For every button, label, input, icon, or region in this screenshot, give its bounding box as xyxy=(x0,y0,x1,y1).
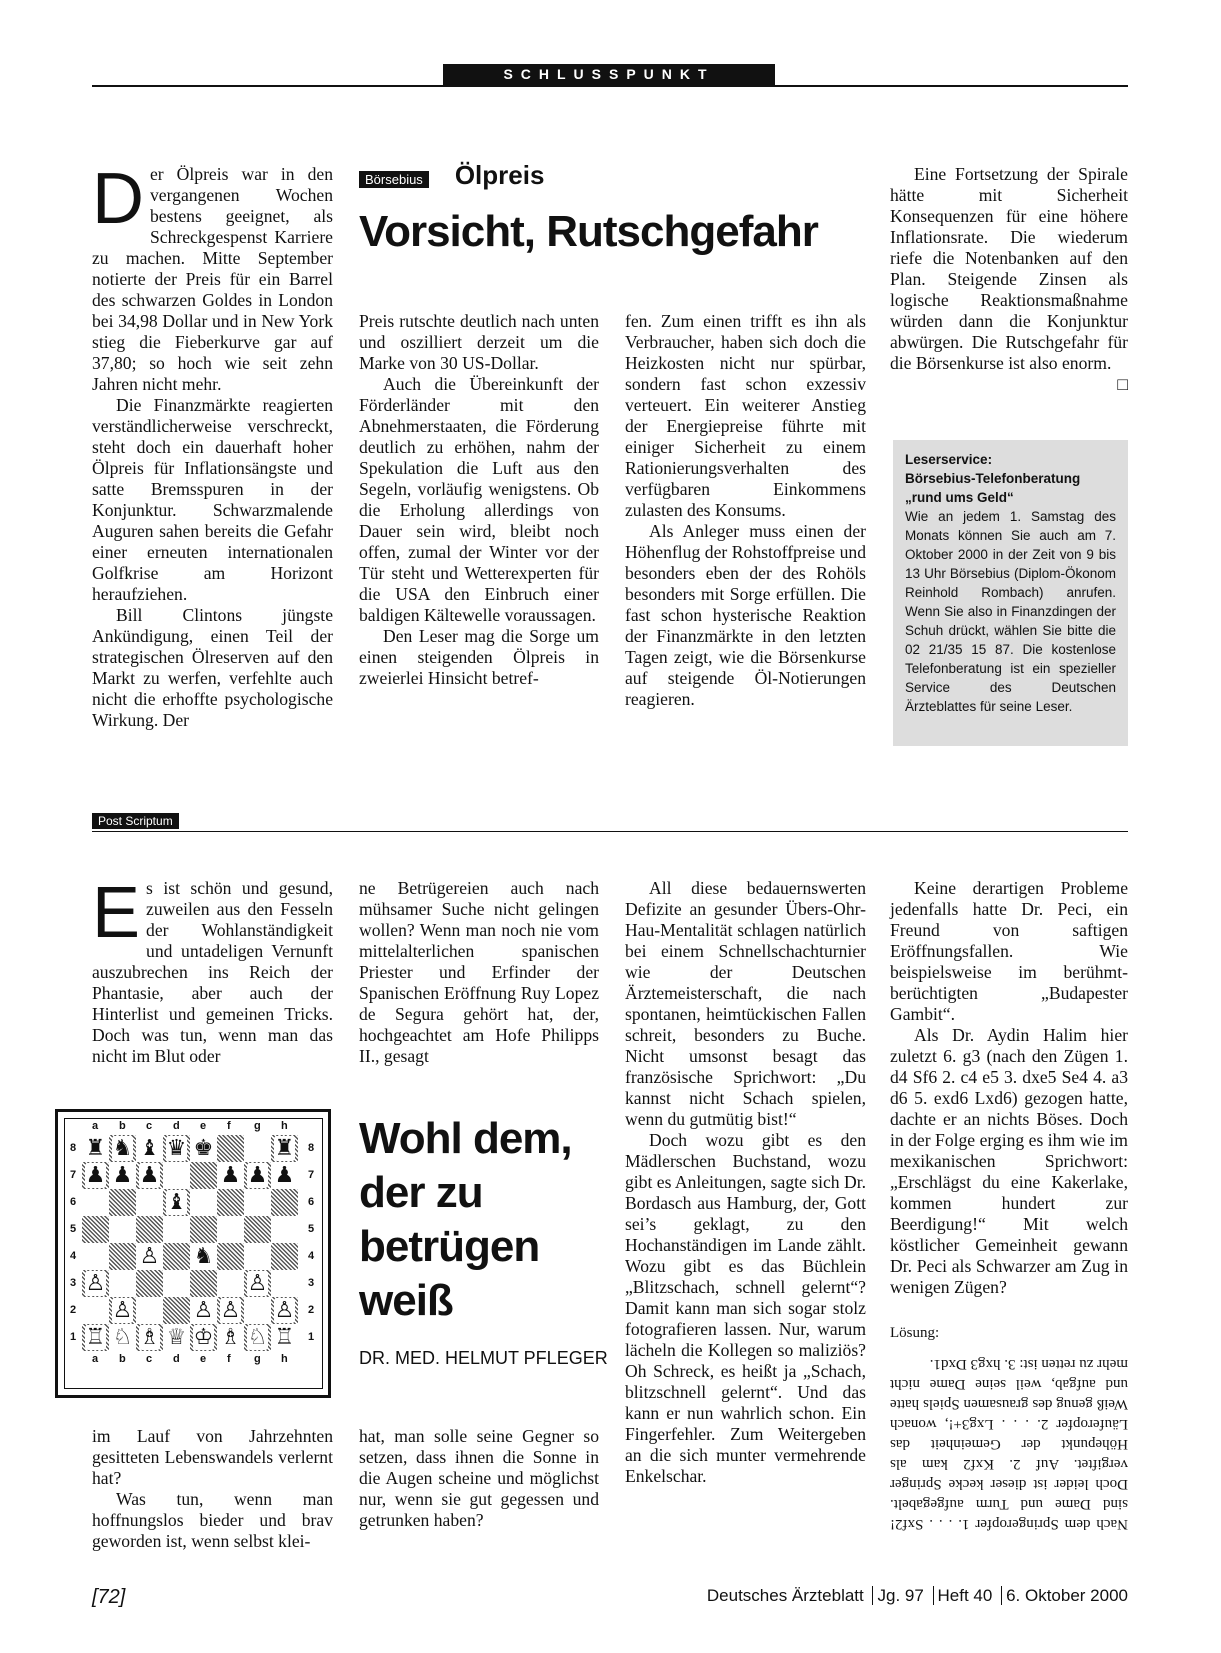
paragraph: Bill Clintons jüngste Ankündigung, einen Teil der strategischen Ölreserven auf den Markt zu werfen, verfehlte auch nicht die erhoffte psychologische Wirkung. Der xyxy=(92,605,333,730)
chess-piece-f1: ♗ xyxy=(220,1325,241,1350)
section-tag: Börsebius xyxy=(359,171,429,188)
square-f4 xyxy=(217,1243,244,1270)
file-label: a xyxy=(92,1353,99,1365)
solution-label: Lösung: xyxy=(890,1325,940,1341)
square-e4 xyxy=(190,1243,217,1270)
square-h2 xyxy=(271,1297,298,1324)
square-c5 xyxy=(136,1216,163,1243)
square-g6 xyxy=(244,1189,271,1216)
file-label: e xyxy=(200,1120,207,1132)
file-label: f xyxy=(227,1353,231,1365)
date: 6. Oktober 2000 xyxy=(1006,1586,1128,1605)
paragraph: im Lauf von Jahrzehnten gesitteten Lebenswandels verlernt hat? xyxy=(92,1426,333,1488)
square-e3 xyxy=(190,1270,217,1297)
paragraph: Als Dr. Aydin Halim hier zuletzt 6. g3 (nach den Zügen 1. d4 Sf6 2. c4 e5 3. dxe5 Se4 4. a3 d6 5. exd6 Lxd6) gezogen hatte, dachte er an nichts Böses. Doch in der Folge erging es ihm wie im mexikanischen Sprichwort: „Erschlägst du eine Kakerlake, kommen hundert zur Beerdigung!“ Mit welch köstlicher Gemeinheit gewann Dr. Peci als Schwarzer am Zug in wenigen Zügen? xyxy=(890,1025,1128,1297)
square-f1 xyxy=(217,1324,244,1351)
kicker: Ölpreis xyxy=(454,160,545,190)
paragraph: Keine derartigen Probleme jedenfalls hatte Dr. Peci, ein Freund von saftigen Eröffnungsfallen. Wie beispielsweise im berühmt-berüchtigten „Budapester Gambit“. xyxy=(890,878,1128,1024)
square-c1 xyxy=(136,1324,163,1351)
square-a8 xyxy=(82,1135,109,1162)
square-a4 xyxy=(82,1243,109,1270)
square-d6 xyxy=(163,1189,190,1216)
section-tag: Post Scriptum xyxy=(92,813,179,829)
rank-label: 4 xyxy=(308,1250,315,1262)
rank-label: 3 xyxy=(308,1277,315,1289)
chess-piece-d1: ♕ xyxy=(166,1325,187,1350)
chess-piece-g7: ♟ xyxy=(247,1163,268,1188)
file-label: h xyxy=(281,1353,288,1365)
footer-separator xyxy=(872,1586,873,1605)
square-a5 xyxy=(82,1216,109,1243)
square-g7 xyxy=(244,1162,271,1189)
paragraph: Eine Fortsetzung der Spirale hätte mit Sicherheit Konsequenzen für eine höhere Inflationsrate. Die wiederum riefe die Notenbanken auf den Plan. Steigende Zinsen als logische Reaktionsmaßnahme würden dann die Konjunktur abwürgen. Die Rutschgefahr für die Börsenkurse ist also enorm. □ xyxy=(890,164,1128,394)
square-a2 xyxy=(82,1297,109,1324)
chess-piece-a1: ♖ xyxy=(85,1325,106,1350)
chess-piece-h2: ♙ xyxy=(274,1298,295,1323)
article1-column-3 xyxy=(625,311,866,710)
chess-piece-h1: ♖ xyxy=(274,1325,295,1350)
rank-label: 5 xyxy=(70,1223,77,1235)
rank-label: 2 xyxy=(308,1304,315,1316)
chess-piece-d6: ♝ xyxy=(166,1190,187,1215)
section-header: SCHLUSSPUNKT xyxy=(443,64,775,85)
square-h6 xyxy=(271,1189,298,1216)
paragraph: ne Betrügereien auch nach mühsamer Suche nicht gelingen wollen? Wenn man noch nie vom mittelalterlichen spanischen Priester und Erfinder der Spanischen Eröffnung Ruy Lopez de Segura gehört hat, der, hochgeachtet am Hofe Philipps II., gesagt xyxy=(359,878,599,1066)
paragraph: er Ölpreis war in den vergangenen Wochen bestens geeignet, als Schreckgespenst Karriere zu machen. Mitte September notierte der Preis für ein Barrel des schwarzen Goldes in London bei 34,98 Dollar und in New York stieg die Fieberkurve gar auf 37,80; so hoch wie seit zehn Jahren nicht mehr. xyxy=(92,164,333,394)
square-b7 xyxy=(109,1162,136,1189)
square-e5 xyxy=(190,1216,217,1243)
file-label: g xyxy=(254,1353,261,1365)
file-label: b xyxy=(119,1353,126,1365)
leserservice-box xyxy=(893,440,1128,746)
square-g4 xyxy=(244,1243,271,1270)
square-g5 xyxy=(244,1216,271,1243)
postscriptum-rule xyxy=(92,831,1128,832)
file-label: e xyxy=(200,1353,207,1365)
file-label: d xyxy=(173,1120,180,1132)
square-h7 xyxy=(271,1162,298,1189)
chess-piece-g1: ♘ xyxy=(247,1325,268,1350)
file-label: f xyxy=(227,1120,231,1132)
article2-column-2-top xyxy=(359,878,599,1067)
headline-line: Wohl dem, xyxy=(359,1114,572,1163)
square-h3 xyxy=(271,1270,298,1297)
footer-separator xyxy=(1001,1586,1002,1605)
square-g3 xyxy=(244,1270,271,1297)
headline-line: weiß xyxy=(359,1276,453,1325)
square-d1 xyxy=(163,1324,190,1351)
page-number: [72] xyxy=(92,1586,126,1608)
square-d2 xyxy=(163,1297,190,1324)
square-d4 xyxy=(163,1243,190,1270)
chess-piece-e8: ♚ xyxy=(193,1136,214,1161)
issue: Heft 40 xyxy=(937,1586,993,1605)
square-c2 xyxy=(136,1297,163,1324)
chess-piece-a3: ♙ xyxy=(85,1271,106,1296)
square-c3 xyxy=(136,1270,163,1297)
paragraph: Als Anleger muss einen der Höhenflug der Rohstoffpreise und besonders eben der des Rohöls besonders mit Sorge erfüllen. Die fast schon hysterische Reaktion der Finanzmärkte in den letzten Tagen zeigt, wie die Börsenkurse auf steigende Öl-Notierungen reagieren. xyxy=(625,521,866,709)
chess-piece-e2: ♙ xyxy=(193,1298,214,1323)
square-f8 xyxy=(217,1135,244,1162)
chess-piece-g3: ♙ xyxy=(247,1271,268,1296)
chess-piece-h8: ♜ xyxy=(274,1136,295,1161)
paragraph: Preis rutschte deutlich nach unten und oszilliert derzeit um die Marke von 30 US-Dollar. xyxy=(359,311,599,373)
headline-line: der zu xyxy=(359,1168,483,1217)
paragraph: fen. Zum einen trifft es ihn als Verbraucher, haben sich doch die Heizkosten nicht nur spürbar, sondern fast schon exzessiv verteuert. Ein weiterer Anstieg der Energiepreise führte mit einiger Sicherheit zu einem Rationierungsverhalten des verfügbaren Einkommens zulasten des Konsums. xyxy=(625,311,866,520)
chess-piece-a8: ♜ xyxy=(85,1136,106,1161)
square-e1 xyxy=(190,1324,217,1351)
square-c8 xyxy=(136,1135,163,1162)
square-c6 xyxy=(136,1189,163,1216)
author: DR. MED. HELMUT PFLEGER xyxy=(359,1348,608,1368)
chess-piece-d8: ♛ xyxy=(166,1136,187,1161)
square-h8 xyxy=(271,1135,298,1162)
chess-piece-f7: ♟ xyxy=(220,1163,241,1188)
file-label: c xyxy=(146,1353,153,1365)
file-label: a xyxy=(92,1120,99,1132)
paragraph: Auch die Übereinkunft der Förderländer mit den Abnehmerstaaten, die Förderung deutlich zu erhöhen, nahm der Spekulation die Luft aus den Segeln, vorläufig wenigstens. Ob die Erholung allerdings von Dauer sein wird, bleibt noch offen, zumal der Winter vor der Tür steht und Wetterexperten für die USA den Einbruch einer baldigen Kältewelle voraussagen. xyxy=(359,374,599,625)
square-g1 xyxy=(244,1324,271,1351)
article1-column-2 xyxy=(359,311,599,689)
rank-label: 1 xyxy=(70,1331,77,1343)
chess-piece-c4: ♙ xyxy=(139,1244,160,1269)
article1-title-block xyxy=(359,160,859,257)
square-b1 xyxy=(109,1324,136,1351)
footer-separator xyxy=(933,1586,934,1605)
box-title: „rund ums Geld“ xyxy=(905,490,1014,505)
chess-piece-f2: ♙ xyxy=(220,1298,241,1323)
square-h4 xyxy=(271,1243,298,1270)
rank-label: 8 xyxy=(308,1142,315,1154)
chess-piece-e4: ♞ xyxy=(193,1244,214,1269)
article2-column-2-bottom xyxy=(359,1426,599,1531)
rank-label: 5 xyxy=(308,1223,315,1235)
rank-label: 3 xyxy=(70,1277,77,1289)
square-f6 xyxy=(217,1189,244,1216)
box-title: Leserservice: xyxy=(905,452,993,467)
square-a6 xyxy=(82,1189,109,1216)
chess-piece-b7: ♟ xyxy=(112,1163,133,1188)
rank-label: 2 xyxy=(70,1304,77,1316)
volume: Jg. 97 xyxy=(877,1586,924,1605)
chess-piece-b1: ♘ xyxy=(112,1325,133,1350)
article2-column-1-bottom xyxy=(92,1426,333,1552)
square-d5 xyxy=(163,1216,190,1243)
rank-label: 6 xyxy=(308,1196,315,1208)
square-a1 xyxy=(82,1324,109,1351)
chess-piece-e1: ♔ xyxy=(193,1325,214,1350)
square-e8 xyxy=(190,1135,217,1162)
rank-label: 7 xyxy=(70,1169,77,1181)
square-e7 xyxy=(190,1162,217,1189)
footer-citation xyxy=(707,1586,1128,1606)
paragraph: hat, man solle seine Gegner so setzen, dass ihnen die Sonne in die Augen scheine und möglichst nur, wenn sie gut gegessen und getrunken haben? xyxy=(359,1426,599,1530)
file-label: c xyxy=(146,1120,153,1132)
box-body: Wie an jedem 1. Samstag des Monats können Sie auch am 7. Oktober 2000 in der Zeit von 9 bis 13 Uhr Börsebius (Diplom-Ökonom Reinhold Rombach) anrufen. Wenn Sie also in Finanzdingen der Schuh drückt, wählen Sie bitte die 02 21/35 15 87. Die kostenlose Telefonberatung ist ein spezieller Service des Deutschen Ärzteblattes für seine Leser. xyxy=(905,509,1116,714)
square-b6 xyxy=(109,1189,136,1216)
square-c4 xyxy=(136,1243,163,1270)
headline: Vorsicht, Rutschgefahr xyxy=(359,207,818,256)
solution-text: Nach dem Springeropfer 1. . . . Sxf2! sind Dame und Turm aufgegabelt. Doch leider ist dieser kecke Springer vergiftet. Auf 2. Kxf2 kam als Höhepunkt der Gemeinheit das Läuferopfer 2. . . . Lxg3+!, wonach Weiß genug des grausamen Spiels hatte und aufgab, weil seine Dame nicht mehr zu retten ist: 3. hxg3 Dxd1. xyxy=(890,1356,1128,1532)
box-title: Börsebius-Telefonberatung xyxy=(905,471,1081,486)
square-g8 xyxy=(244,1135,271,1162)
article2-column-1-top xyxy=(92,873,333,1067)
article1-column-1 xyxy=(92,159,333,731)
chess-piece-b8: ♞ xyxy=(112,1136,133,1161)
article2-column-3 xyxy=(625,878,866,1487)
paragraph: Doch wozu gibt es den Mädlerschen Buchstand, wozu gibt es Anleitungen, sagte sich Dr. Bordasch aus Hamburg, der, Gott sei’s geklagt, zu den Hochanständigen im Lande zählt. Wozu gibt es das Büchlein „Blitzschach, schnell gelernt“? Damit kann man sich sogar stolz fotografieren lassen. Nur, warum lächeln die Kollegen so maliziös? Oh Schreck, es heißt ja „Schach, blitzschnell gelernt“. Und das kann er nun wahrlich schon. Ein Fingerfehler. Zum Weitergeben an die sich munter vermehrende Enkelschar. xyxy=(625,1130,866,1486)
chess-piece-c1: ♗ xyxy=(139,1325,160,1350)
article2-column-4 xyxy=(890,878,1128,1298)
square-e6 xyxy=(190,1189,217,1216)
square-f2 xyxy=(217,1297,244,1324)
article1-column-4 xyxy=(890,164,1128,395)
rank-label: 8 xyxy=(70,1142,77,1154)
postscriptum-tag-wrap xyxy=(92,812,179,830)
paragraph: s ist schön und gesund, zuweilen aus den Fesseln der Wohlanständigkeit und untadeligen Vernunft auszubrechen ins Reich der Phantasie, aber auch der Hinterlist und gemeinen Tricks. Doch was tun, wenn man das nicht im Blut oder xyxy=(92,878,333,1066)
chess-piece-c8: ♝ xyxy=(139,1136,160,1161)
square-e2 xyxy=(190,1297,217,1324)
paragraph: Die Finanzmärkte reagierten verständlicherweise verschreckt, steht doch ein dauerhaft hoher Ölpreis für Inflationsängste und satte Bremsspuren in der Konjunktur. Schwarzmalende Auguren sahen bereits die Gefahr einer erneuten internationalen Golfkrise am Horizont heraufziehen. xyxy=(92,395,333,604)
file-label: b xyxy=(119,1120,126,1132)
paragraph: Den Leser mag die Sorge um einen steigenden Ölpreis in zweierlei Hinsicht betref- xyxy=(359,626,599,688)
square-a7 xyxy=(82,1162,109,1189)
square-b2 xyxy=(109,1297,136,1324)
square-c7 xyxy=(136,1162,163,1189)
paragraph: Was tun, wenn man hoffnungslos bieder und brav geworden ist, wenn selbst klei- xyxy=(92,1489,333,1551)
square-d8 xyxy=(163,1135,190,1162)
square-g2 xyxy=(244,1297,271,1324)
chess-piece-c7: ♟ xyxy=(139,1163,160,1188)
dropcap: D xyxy=(92,159,144,239)
dropcap: E xyxy=(92,873,141,953)
file-label: h xyxy=(281,1120,288,1132)
square-a3 xyxy=(82,1270,109,1297)
square-b5 xyxy=(109,1216,136,1243)
file-label: d xyxy=(173,1353,180,1365)
chess-piece-a7: ♟ xyxy=(85,1163,106,1188)
square-b4 xyxy=(109,1243,136,1270)
square-d3 xyxy=(163,1270,190,1297)
paragraph: All diese bedauernswerten Defizite an gesunder Übers-Ohr-Hau-Mentalität schlagen natürlich bei einem Schnellschachturnier wie der Deutschen Ärztemeisterschaft, die nach spontanen, heimtückischen Fallen schreit, besonders zu Buche. Nicht umsonst besagt das französische Sprichwort: „Du kannst nicht Schach spielen, wenn du gutmütig bist!“ xyxy=(625,878,866,1129)
square-f7 xyxy=(217,1162,244,1189)
journal-name: Deutsches Ärzteblatt xyxy=(706,1586,864,1605)
chess-piece-b2: ♙ xyxy=(112,1298,133,1323)
rank-label: 7 xyxy=(308,1169,315,1181)
rank-label: 1 xyxy=(308,1331,315,1343)
square-b3 xyxy=(109,1270,136,1297)
square-h5 xyxy=(271,1216,298,1243)
square-f5 xyxy=(217,1216,244,1243)
article2-headline xyxy=(359,1112,619,1369)
header-rule xyxy=(92,85,1128,87)
square-d7 xyxy=(163,1162,190,1189)
end-mark: □ xyxy=(1117,374,1128,394)
square-b8 xyxy=(109,1135,136,1162)
headline-line: betrügen xyxy=(359,1222,540,1271)
square-f3 xyxy=(217,1270,244,1297)
chess-piece-h7: ♟ xyxy=(274,1163,295,1188)
file-label: g xyxy=(254,1120,261,1132)
rank-label: 4 xyxy=(70,1250,77,1262)
rank-label: 6 xyxy=(70,1196,77,1208)
square-h1 xyxy=(271,1324,298,1351)
